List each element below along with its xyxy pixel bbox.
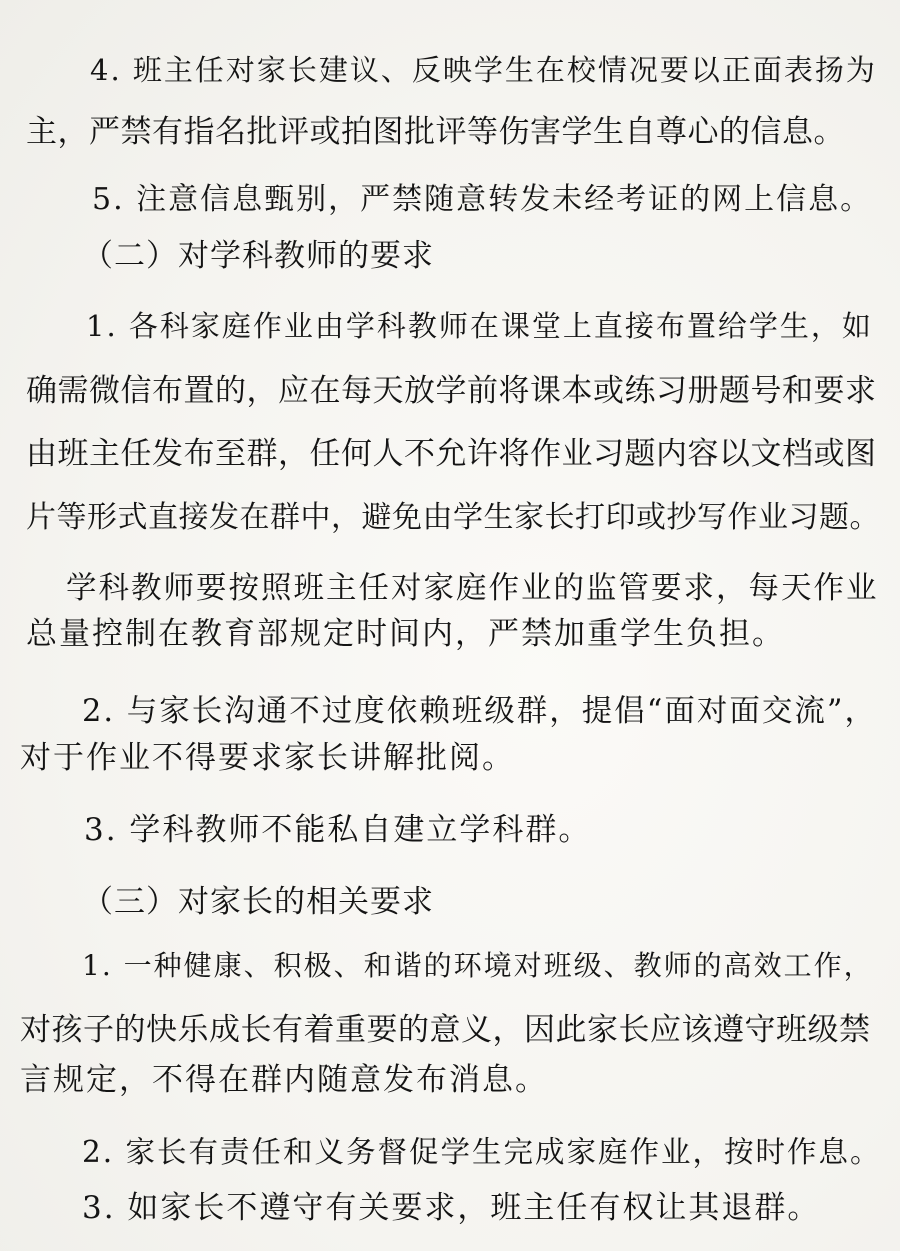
text-line: 对孩子的快乐成长有着重要的意义，因此家长应该遵守班级禁 <box>20 1012 871 1048</box>
section-heading: （二）对学科教师的要求 <box>82 238 434 274</box>
text-line: 主，严禁有指名批评或拍图批评等伤害学生自尊心的信息。 <box>26 114 845 150</box>
text-line: 2. 与家长沟通不过度依赖班级群，提倡“面对面交流”， <box>82 694 877 729</box>
text-line: 1. 一种健康、积极、和谐的环境对班级、教师的高效工作， <box>82 949 874 982</box>
text-line: 总量控制在教育部规定时间内，严禁加重学生负担。 <box>26 616 785 652</box>
text-line: 言规定，不得在群内随意发布消息。 <box>20 1062 548 1098</box>
text-line: 3. 如家长不遵守有关要求，班主任有权让其退群。 <box>82 1190 821 1226</box>
text-line: 1. 各科家庭作业由学科教师在课堂上直接布置给学生，如 <box>86 309 873 343</box>
text-line: 5. 注意信息甄别，严禁随意转发未经考证的网上信息。 <box>92 182 873 217</box>
text-line: 确需微信布置的，应在每天放学前将课本或练习册题号和要求 <box>26 373 877 409</box>
text-line: 学科教师要按照班主任对家庭作业的监管要求，每天作业 <box>66 571 879 606</box>
text-line: 3. 学科教师不能私自建立学科群。 <box>84 812 592 848</box>
text-line: 2. 家长有责任和义务督促学生完成家庭作业，按时作息。 <box>82 1135 882 1169</box>
text-line: 4. 班主任对家长建议、反映学生在校情况要以正面表扬为 <box>90 53 877 87</box>
text-line: 对于作业不得要求家长讲解批阅。 <box>20 740 515 776</box>
section-heading: （三）对家长的相关要求 <box>82 884 434 920</box>
text-line: 由班主任发布至群，任何人不允许将作业习题内容以文档或图 <box>26 436 877 472</box>
text-line: 片等形式直接发在群中，避免由学生家长打印或抄写作业习题。 <box>26 500 880 535</box>
